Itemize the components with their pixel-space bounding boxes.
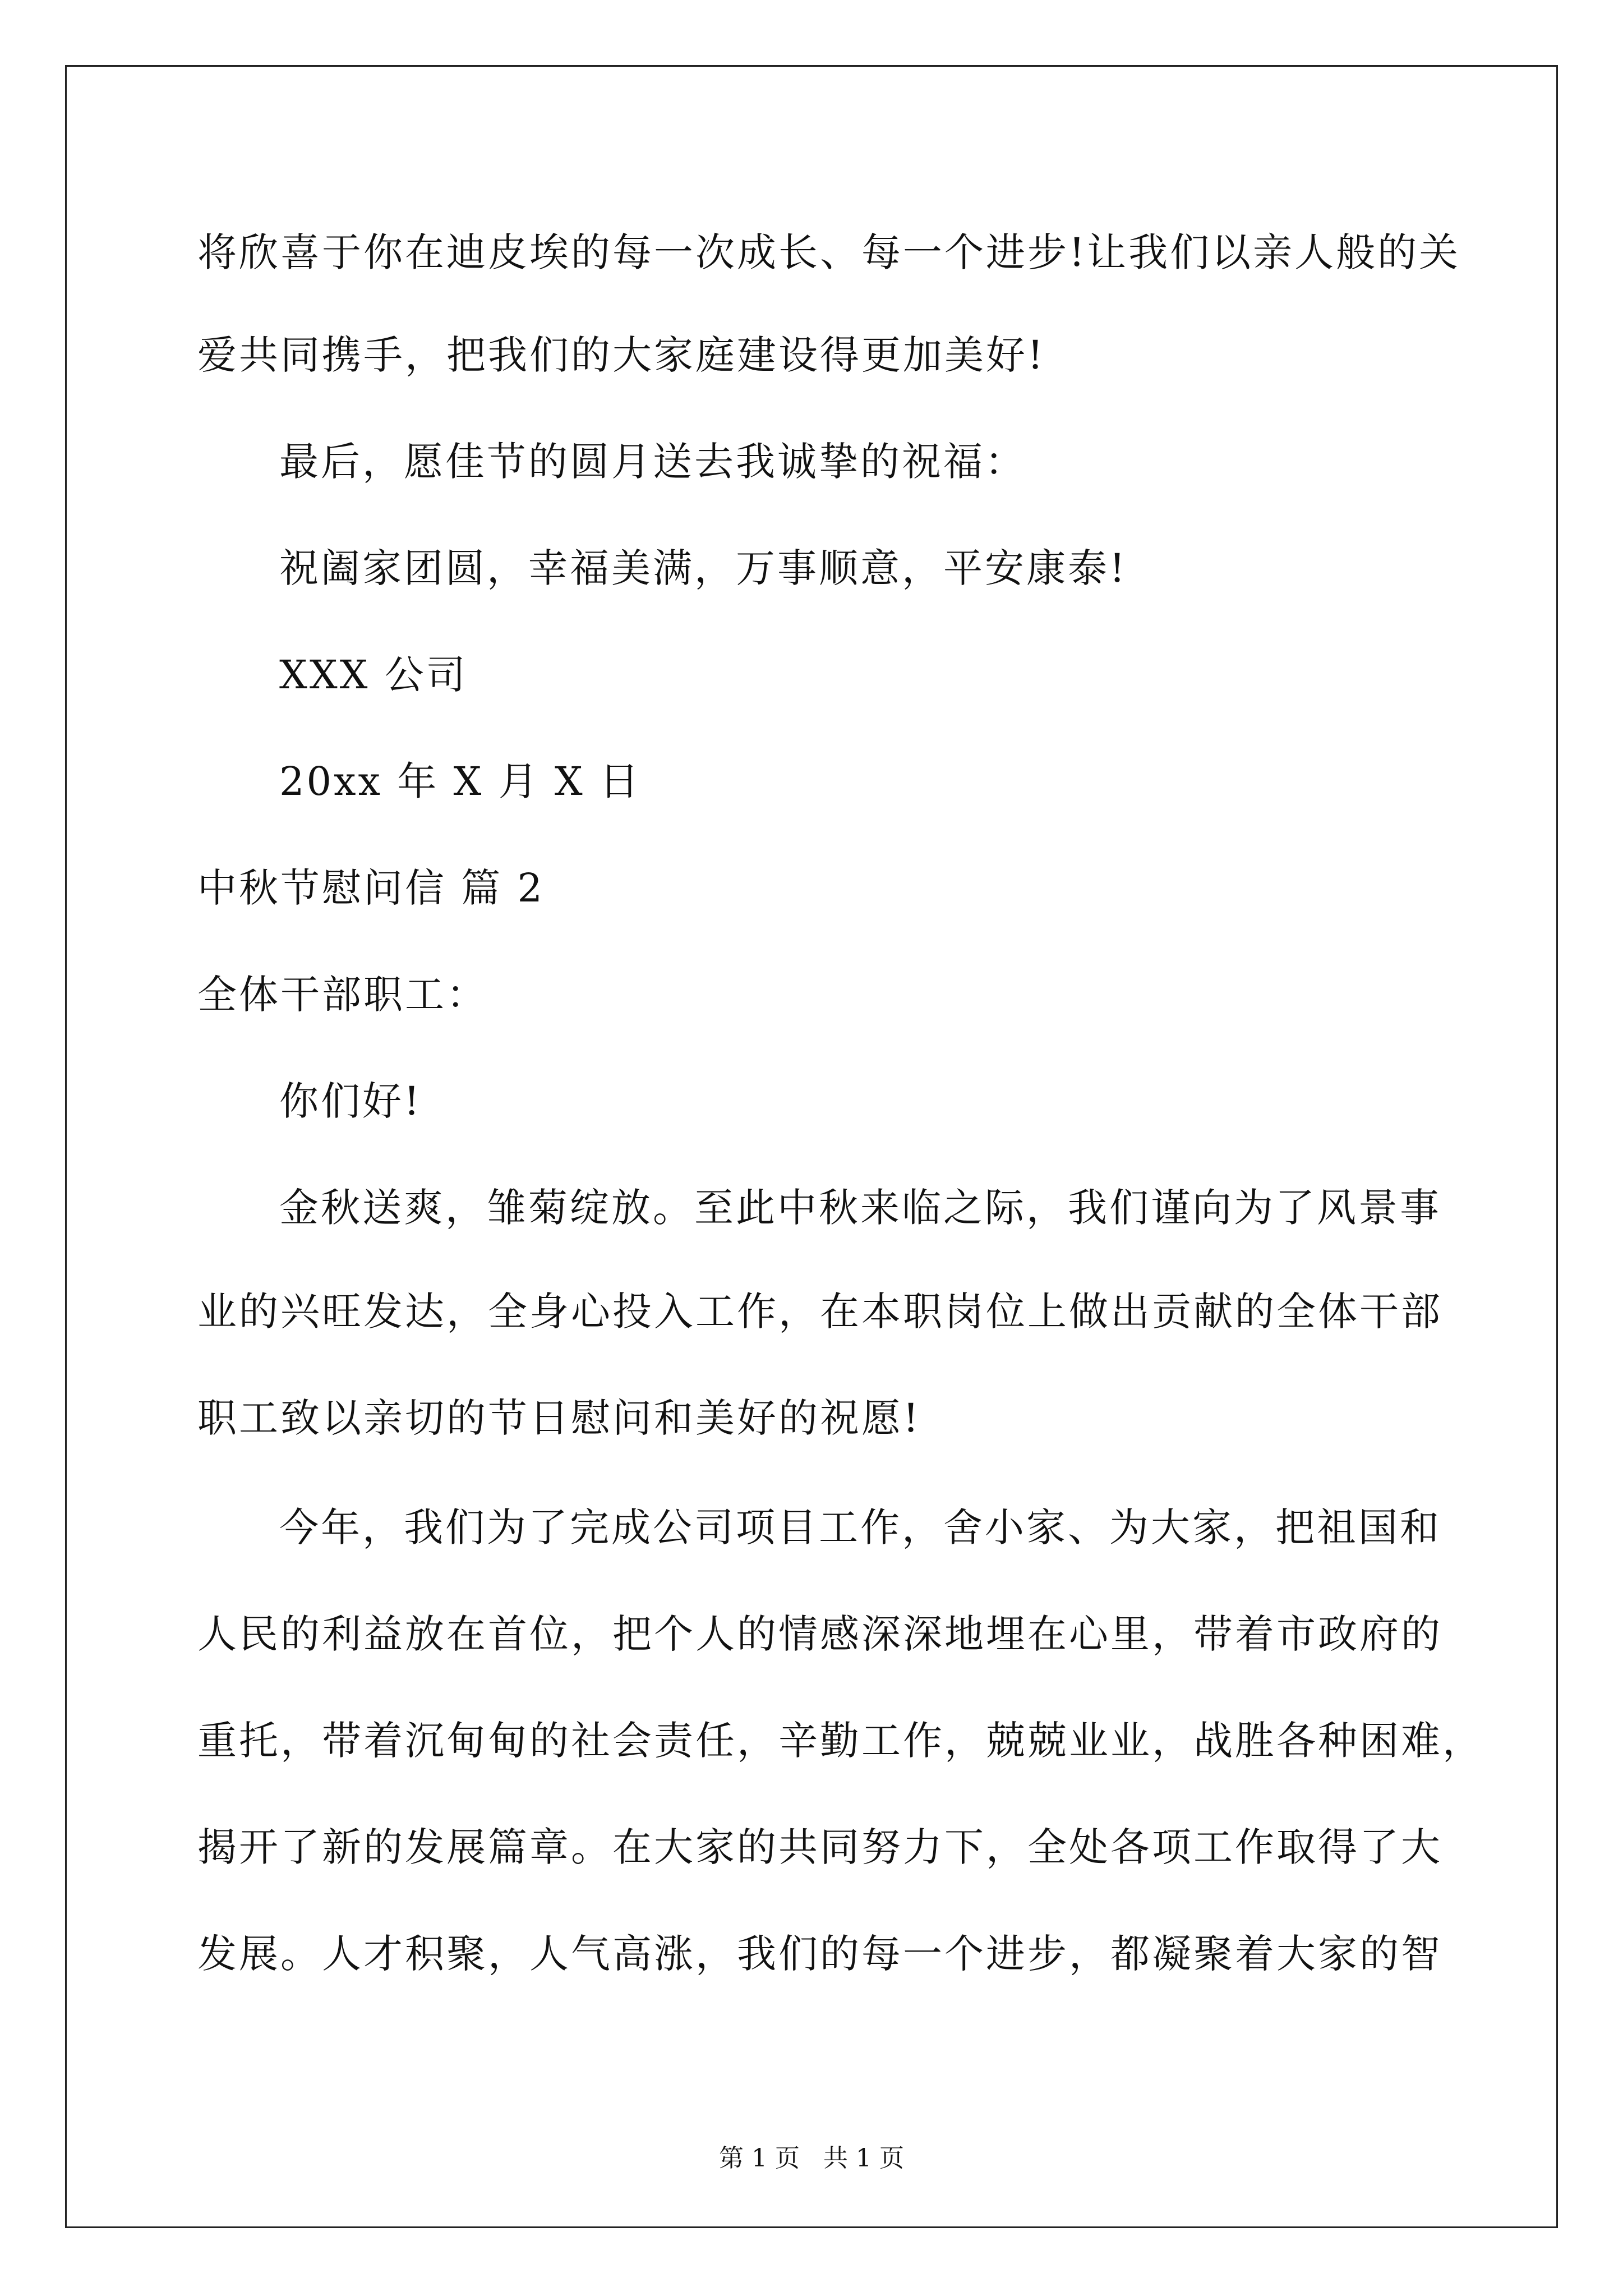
page-footer: 第 1 页 共 1 页 <box>719 2144 904 2173</box>
text-line: 爱共同携手，把我们的大家庭建设得更加美好! <box>197 332 1046 378</box>
signature-date: 20xx 年 X 月 X 日 <box>279 758 641 804</box>
signature-company: XXX 公司 <box>279 652 468 698</box>
text-line: 发展。人才积聚，人气高涨，我们的每一个进步，都凝聚着大家的智 <box>197 1931 1442 1977</box>
text-line: 将欣喜于你在迪皮埃的每一次成长、每一个进步!让我们以亲人般的关 <box>197 229 1461 275</box>
text-line: 人民的利益放在首位，把个人的情感深深地埋在心里，带着市政府的 <box>197 1611 1442 1657</box>
text-line: 业的兴旺发达，全身心投入工作，在本职岗位上做出贡献的全体干部 <box>197 1289 1442 1335</box>
text-line: 揭开了新的发展篇章。在大家的共同努力下，全处各项工作取得了大 <box>197 1824 1442 1870</box>
text-line: 最后，愿佳节的圆月送去我诚挚的祝福： <box>279 439 1026 485</box>
salutation: 全体干部职工： <box>197 972 488 1018</box>
text-line: 职工致以亲切的节日慰问和美好的祝愿! <box>197 1395 921 1441</box>
text-line: 今年，我们为了完成公司项目工作，舍小家、为大家，把祖国和 <box>279 1504 1441 1550</box>
page-frame <box>65 65 1558 2228</box>
text-line: 金秋送爽，雏菊绽放。至此中秋来临之际，我们谨向为了风景事 <box>279 1185 1441 1231</box>
text-line: 重托，带着沉甸甸的社会责任，辛勤工作，兢兢业业，战胜各种困难， <box>197 1718 1484 1764</box>
section-heading: 中秋节慰问信 篇 2 <box>197 865 545 911</box>
greeting: 你们好! <box>279 1078 422 1124</box>
text-line: 祝阖家团圆，幸福美满，万事顺意，平安康泰! <box>279 545 1128 591</box>
